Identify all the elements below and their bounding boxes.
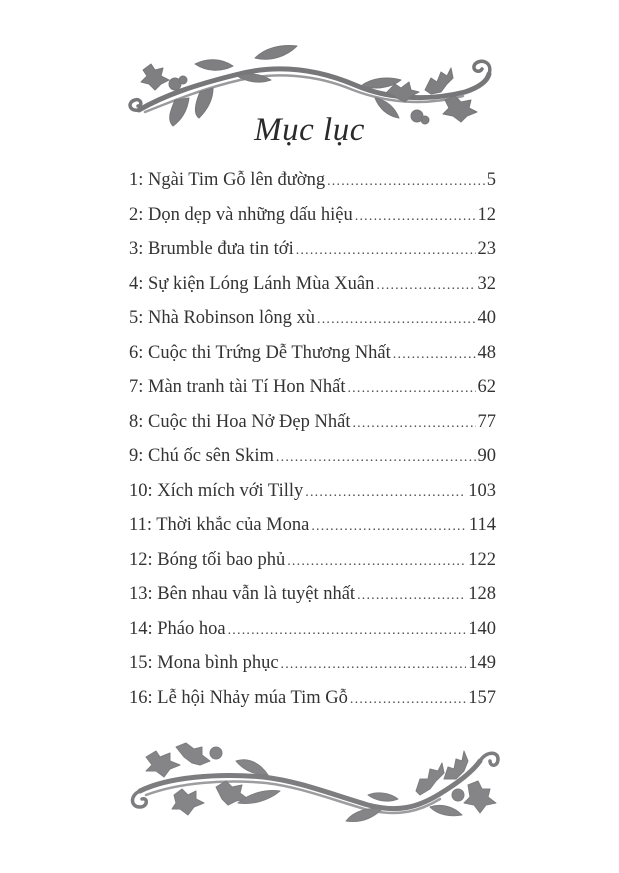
dot-leader [355,209,476,225]
toc-entry-page: 114 [468,515,496,535]
table-of-contents [129,170,496,722]
toc-entry-title: 12: Bóng tối bao phủ [129,549,286,570]
toc-entry-title: 9: Chú ốc sên Skim [129,446,274,466]
toc-entry-title: 11: Thời khắc của Mona [129,515,310,535]
dot-leader [347,381,475,397]
toc-entry [129,515,496,550]
toc-entry-title: 3: Brumble đưa tin tới [129,239,294,259]
toc-entry-title: 4: Sự kiện Lóng Lánh Mùa Xuân [129,273,375,294]
dot-leader [350,692,466,708]
toc-entry [129,481,496,516]
toc-entry-title: 14: Pháo hoa [129,618,226,639]
toc-entry-title: 15: Mona bình phục [129,653,279,673]
dot-leader [352,416,475,432]
toc-entry-title: 8: Cuộc thi Hoa Nở Đẹp Nhất [129,411,351,432]
toc-entry-page: 12 [477,204,496,225]
toc-entry-title: 13: Bên nhau vẫn là tuyệt nhất [129,584,356,604]
toc-entry [129,584,496,619]
toc-entry-page: 128 [468,584,496,604]
dot-leader [376,278,475,294]
page-title: Mục lục [254,112,365,148]
toc-entry-title: 1: Ngài Tim Gỗ lên đường [129,170,326,190]
toc-entry-title: 16: Lễ hội Nhảy múa Tim Gỗ [129,687,348,708]
toc-entry-page: 32 [477,273,496,294]
toc-entry-title: 6: Cuộc thi Trứng Dễ Thương Nhất [129,342,391,363]
toc-entry [129,308,496,343]
dot-leader [276,450,476,466]
dot-leader [228,623,467,639]
toc-entry-page: 77 [477,411,496,432]
dot-leader [281,657,467,673]
toc-entry [129,274,496,309]
dot-leader [327,174,485,190]
toc-entry [129,446,496,481]
dot-leader [296,243,476,259]
dot-leader [317,312,475,328]
dot-leader [305,485,466,501]
toc-entry [129,343,496,378]
toc-entry [129,239,496,274]
dot-leader [357,588,466,604]
toc-entry-title: 5: Nhà Robinson lông xù [129,308,316,328]
toc-entry [129,377,496,412]
toc-entry-page: 5 [486,170,496,190]
vine-ornament-bottom-icon [118,733,503,828]
toc-entry [129,688,496,723]
toc-entry-page: 48 [477,342,496,363]
toc-entry-page: 157 [468,687,496,708]
dot-leader [393,347,476,363]
dot-leader [287,554,466,570]
toc-entry-title: 2: Dọn dẹp và những dấu hiệu [129,204,353,225]
toc-entry-page: 103 [468,480,496,501]
toc-entry [129,412,496,447]
toc-entry-page: 62 [477,377,496,397]
toc-entry [129,205,496,240]
toc-entry-page: 122 [468,549,496,570]
toc-entry-title: 10: Xích mích với Tilly [129,480,304,501]
toc-entry-title: 7: Màn tranh tài Tí Hon Nhất [129,377,346,397]
toc-entry-page: 149 [468,653,496,673]
toc-entry-page: 90 [477,446,496,466]
toc-entry-page: 40 [477,308,496,328]
toc-entry [129,550,496,585]
toc-entry [129,170,496,205]
toc-entry [129,653,496,688]
dot-leader [311,519,467,535]
toc-entry [129,619,496,654]
toc-entry-page: 140 [468,618,496,639]
toc-entry-page: 23 [477,239,496,259]
